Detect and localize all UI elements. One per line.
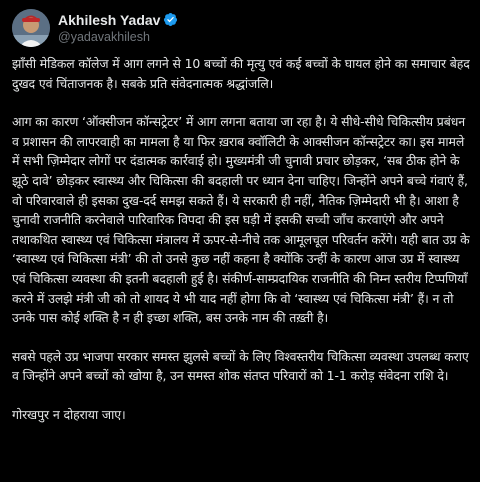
- tweet-text: [12, 54, 470, 425]
- tweet-paragraph-3: सबसे पहले उप्र भाजपा सरकार समस्त झुलसे बच्चों के लिए विश्वस्तरीय चिकित्सा व्यवस्था उपलब्ध कराए व जिन्होंने अपने बच्चों को खोया है, उन समस्त शोक संतप्त परिवारों को 1-1 करोड़ संवेदना राशि दे।: [12, 348, 469, 384]
- name-row: [58, 12, 178, 28]
- tweet-paragraph-1: झाँसी मेडिकल कॉलेज में आग लगने से 10 बच्चों की मृत्यु एवं कई बच्चों के घायल होने का समाचार बेहद दुखद एवं चिंताजनक है। सबके प्रति संवेदनात्मक श्रद्धांजलि।: [12, 56, 470, 91]
- avatar-image: [12, 9, 50, 47]
- tweet-paragraph-4: गोरखपुर न दोहराया जाए।: [12, 406, 126, 422]
- avatar[interactable]: [12, 9, 50, 47]
- author-handle[interactable]: @yadavakhilesh: [58, 29, 150, 44]
- author-display-name[interactable]: Akhilesh Yadav: [58, 11, 161, 28]
- tweet-paragraph-2: आग का कारण ‘ऑक्सीजन कॉन्सट्रेटर’ में आग लगना बताया जा रहा है। ये सीधे-सीधे चिकित्सीय प्रबंधन व प्रशासन की लापरवाही का मामला है या फिर ख़राब क्वॉलिटी के आक्सीजन कॉन्सट्रेटर का। इस मामले में सभी ज़िम्मेदार लोगों पर दंडात्मक कार्रवाई हो। मुख्यमंत्री जी चुनावी प्रचार छोड़कर, ‘सब ठीक होने के झूठे दावे’ छोड़कर स्वास्थ्य और चिकित्सा की बदहाली पर ध्यान देना चाहिए। जिन्होंने अपने बच्चे गंवाएं हैं, वो परिवारवाले ही इसका दुख-दर्द समझ सकते हैं। ये सरकारी ही नहीं, नैतिक ज़िम्मेदारी भी है। आशा है चुनावी राजनीति करनेवाले पारिवारिक विपदा की इस घड़ी में इसकी सच्ची जाँच करवाएंगे और अपने तथाकथित स्वास्थ्य एवं चिकित्सा मंत्रालय में ऊपर-से-नीचे तक आमूलचूल परिवर्तन करेंगे। यही बात उप्र के ‘स्वास्थ्य एवं चिकित्सा मंत्री’ की तो उनसे कुछ नहीं कहना है क्योंकि उन्हीं के कारण आज उप्र में स्वास्थ्य एवं चिकित्सा व्यवस्था की इतनी बदहाली हुई है। संकीर्ण-साम्प्रदायिक राजनीति की निम्न स्तरीय टिप्पणियाँ करने में उलझे मंत्री जी को तो शायद ये भी याद नहीं होगा कि वो ‘स्वास्थ्य एवं चिकित्सा मंत्री’ हैं। न तो उनके पास कोई शक्ति है न ही इच्छा शक्ति, बस उनके नाम की तख़्ती है।: [12, 114, 470, 326]
- author-names: [58, 12, 178, 44]
- tweet-header: [12, 8, 470, 48]
- verified-badge-icon: [163, 12, 178, 27]
